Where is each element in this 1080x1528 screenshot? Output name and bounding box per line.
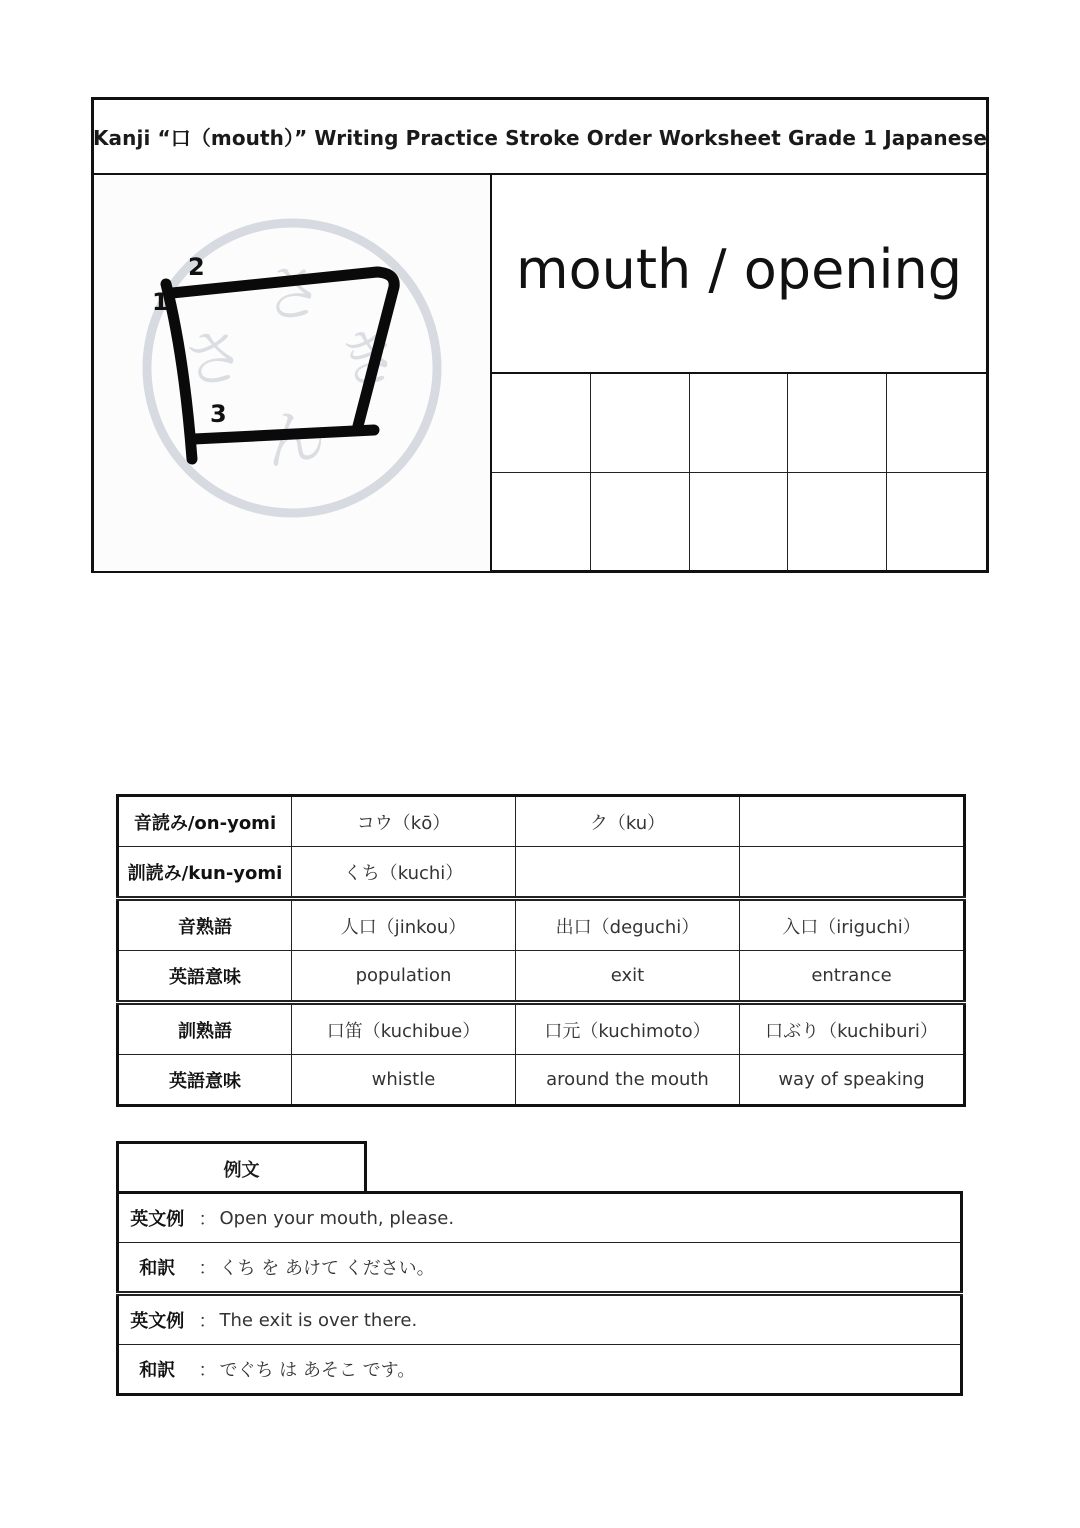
svg-text:さ: さ bbox=[175, 316, 252, 401]
on-compound: 人口（jinkou） bbox=[292, 899, 516, 951]
kun-compound: 口笛（kuchibue） bbox=[292, 1003, 516, 1055]
worksheet-card bbox=[91, 97, 989, 573]
kun-meaning: around the mouth bbox=[516, 1055, 740, 1106]
onyomi-row bbox=[118, 796, 965, 847]
stroke-order-diagram bbox=[94, 175, 490, 571]
on-meaning: entrance bbox=[740, 951, 965, 1003]
example-label: 和訳 bbox=[118, 1243, 196, 1294]
kun-compounds-row bbox=[118, 1003, 965, 1055]
practice-cell[interactable] bbox=[591, 473, 690, 572]
example-text: The exit is over there. bbox=[220, 1294, 962, 1345]
readings-table bbox=[116, 794, 966, 1107]
example-row bbox=[118, 1294, 962, 1345]
example-colon: ： bbox=[196, 1193, 220, 1243]
example-label: 英文例 bbox=[118, 1294, 196, 1345]
stroke-1 bbox=[166, 284, 192, 459]
on-meaning: population bbox=[292, 951, 516, 1003]
practice-cell[interactable] bbox=[591, 374, 690, 473]
practice-cell[interactable] bbox=[887, 473, 986, 572]
example-colon: ： bbox=[196, 1345, 220, 1395]
onyomi-value: コウ（kō） bbox=[292, 796, 516, 847]
kun-meanings-label: 英語意味 bbox=[118, 1055, 292, 1106]
svg-text:き: き bbox=[330, 316, 407, 401]
stroke-number-1: 1 bbox=[152, 288, 169, 316]
example-text: でぐち は あそこ です。 bbox=[220, 1345, 962, 1395]
svg-text:さ: さ bbox=[253, 251, 330, 336]
example-sentences-tab: 例文 bbox=[116, 1141, 367, 1194]
on-compound: 入口（iriguchi） bbox=[740, 899, 965, 951]
practice-cell[interactable] bbox=[788, 473, 887, 572]
example-colon: ： bbox=[196, 1294, 220, 1345]
stroke-order-panel bbox=[94, 175, 492, 571]
on-compounds-label: 音熟語 bbox=[118, 899, 292, 951]
kun-meaning: way of speaking bbox=[740, 1055, 965, 1106]
kun-compounds-label: 訓熟語 bbox=[118, 1003, 292, 1055]
practice-grid bbox=[492, 374, 986, 571]
kunyomi-value bbox=[740, 847, 965, 899]
example-row bbox=[118, 1345, 962, 1395]
example-row bbox=[118, 1243, 962, 1294]
practice-cell[interactable] bbox=[788, 374, 887, 473]
kunyomi-row bbox=[118, 847, 965, 899]
practice-cell[interactable] bbox=[887, 374, 986, 473]
example-row bbox=[118, 1193, 962, 1243]
on-meanings-label: 英語意味 bbox=[118, 951, 292, 1003]
practice-cell[interactable] bbox=[690, 473, 789, 572]
kunyomi-value: くち（kuchi） bbox=[292, 847, 516, 899]
example-sentences-table bbox=[116, 1191, 963, 1396]
example-text: くち を あけて ください。 bbox=[220, 1243, 962, 1294]
example-colon: ： bbox=[196, 1243, 220, 1294]
stroke-number-2: 2 bbox=[188, 253, 205, 281]
on-meanings-row bbox=[118, 951, 965, 1003]
onyomi-label: 音読み/on-yomi bbox=[118, 796, 292, 847]
example-label: 英文例 bbox=[118, 1193, 196, 1243]
practice-cell[interactable] bbox=[492, 374, 591, 473]
example-label: 和訳 bbox=[118, 1345, 196, 1395]
practice-cell[interactable] bbox=[690, 374, 789, 473]
kun-compound: 口ぶり（kuchiburi） bbox=[740, 1003, 965, 1055]
kunyomi-value bbox=[516, 847, 740, 899]
worksheet-title: Kanji “口（mouth）” Writing Practice Stroke Order Worksheet Grade 1 Japanese bbox=[94, 100, 986, 175]
kun-meanings-row bbox=[118, 1055, 965, 1106]
practice-cell[interactable] bbox=[492, 473, 591, 572]
on-compound: 出口（deguchi） bbox=[516, 899, 740, 951]
onyomi-value: ク（ku） bbox=[516, 796, 740, 847]
on-compounds-row bbox=[118, 899, 965, 951]
example-text: Open your mouth, please. bbox=[220, 1193, 962, 1243]
kunyomi-label: 訓読み/kun-yomi bbox=[118, 847, 292, 899]
kun-meaning: whistle bbox=[292, 1055, 516, 1106]
svg-text:ん: ん bbox=[255, 396, 332, 481]
stroke-3 bbox=[194, 430, 374, 439]
stroke-number-3: 3 bbox=[210, 400, 227, 428]
onyomi-value bbox=[740, 796, 965, 847]
on-meaning: exit bbox=[516, 951, 740, 1003]
kun-compound: 口元（kuchimoto） bbox=[516, 1003, 740, 1055]
kanji-meaning: mouth / opening bbox=[492, 175, 986, 374]
